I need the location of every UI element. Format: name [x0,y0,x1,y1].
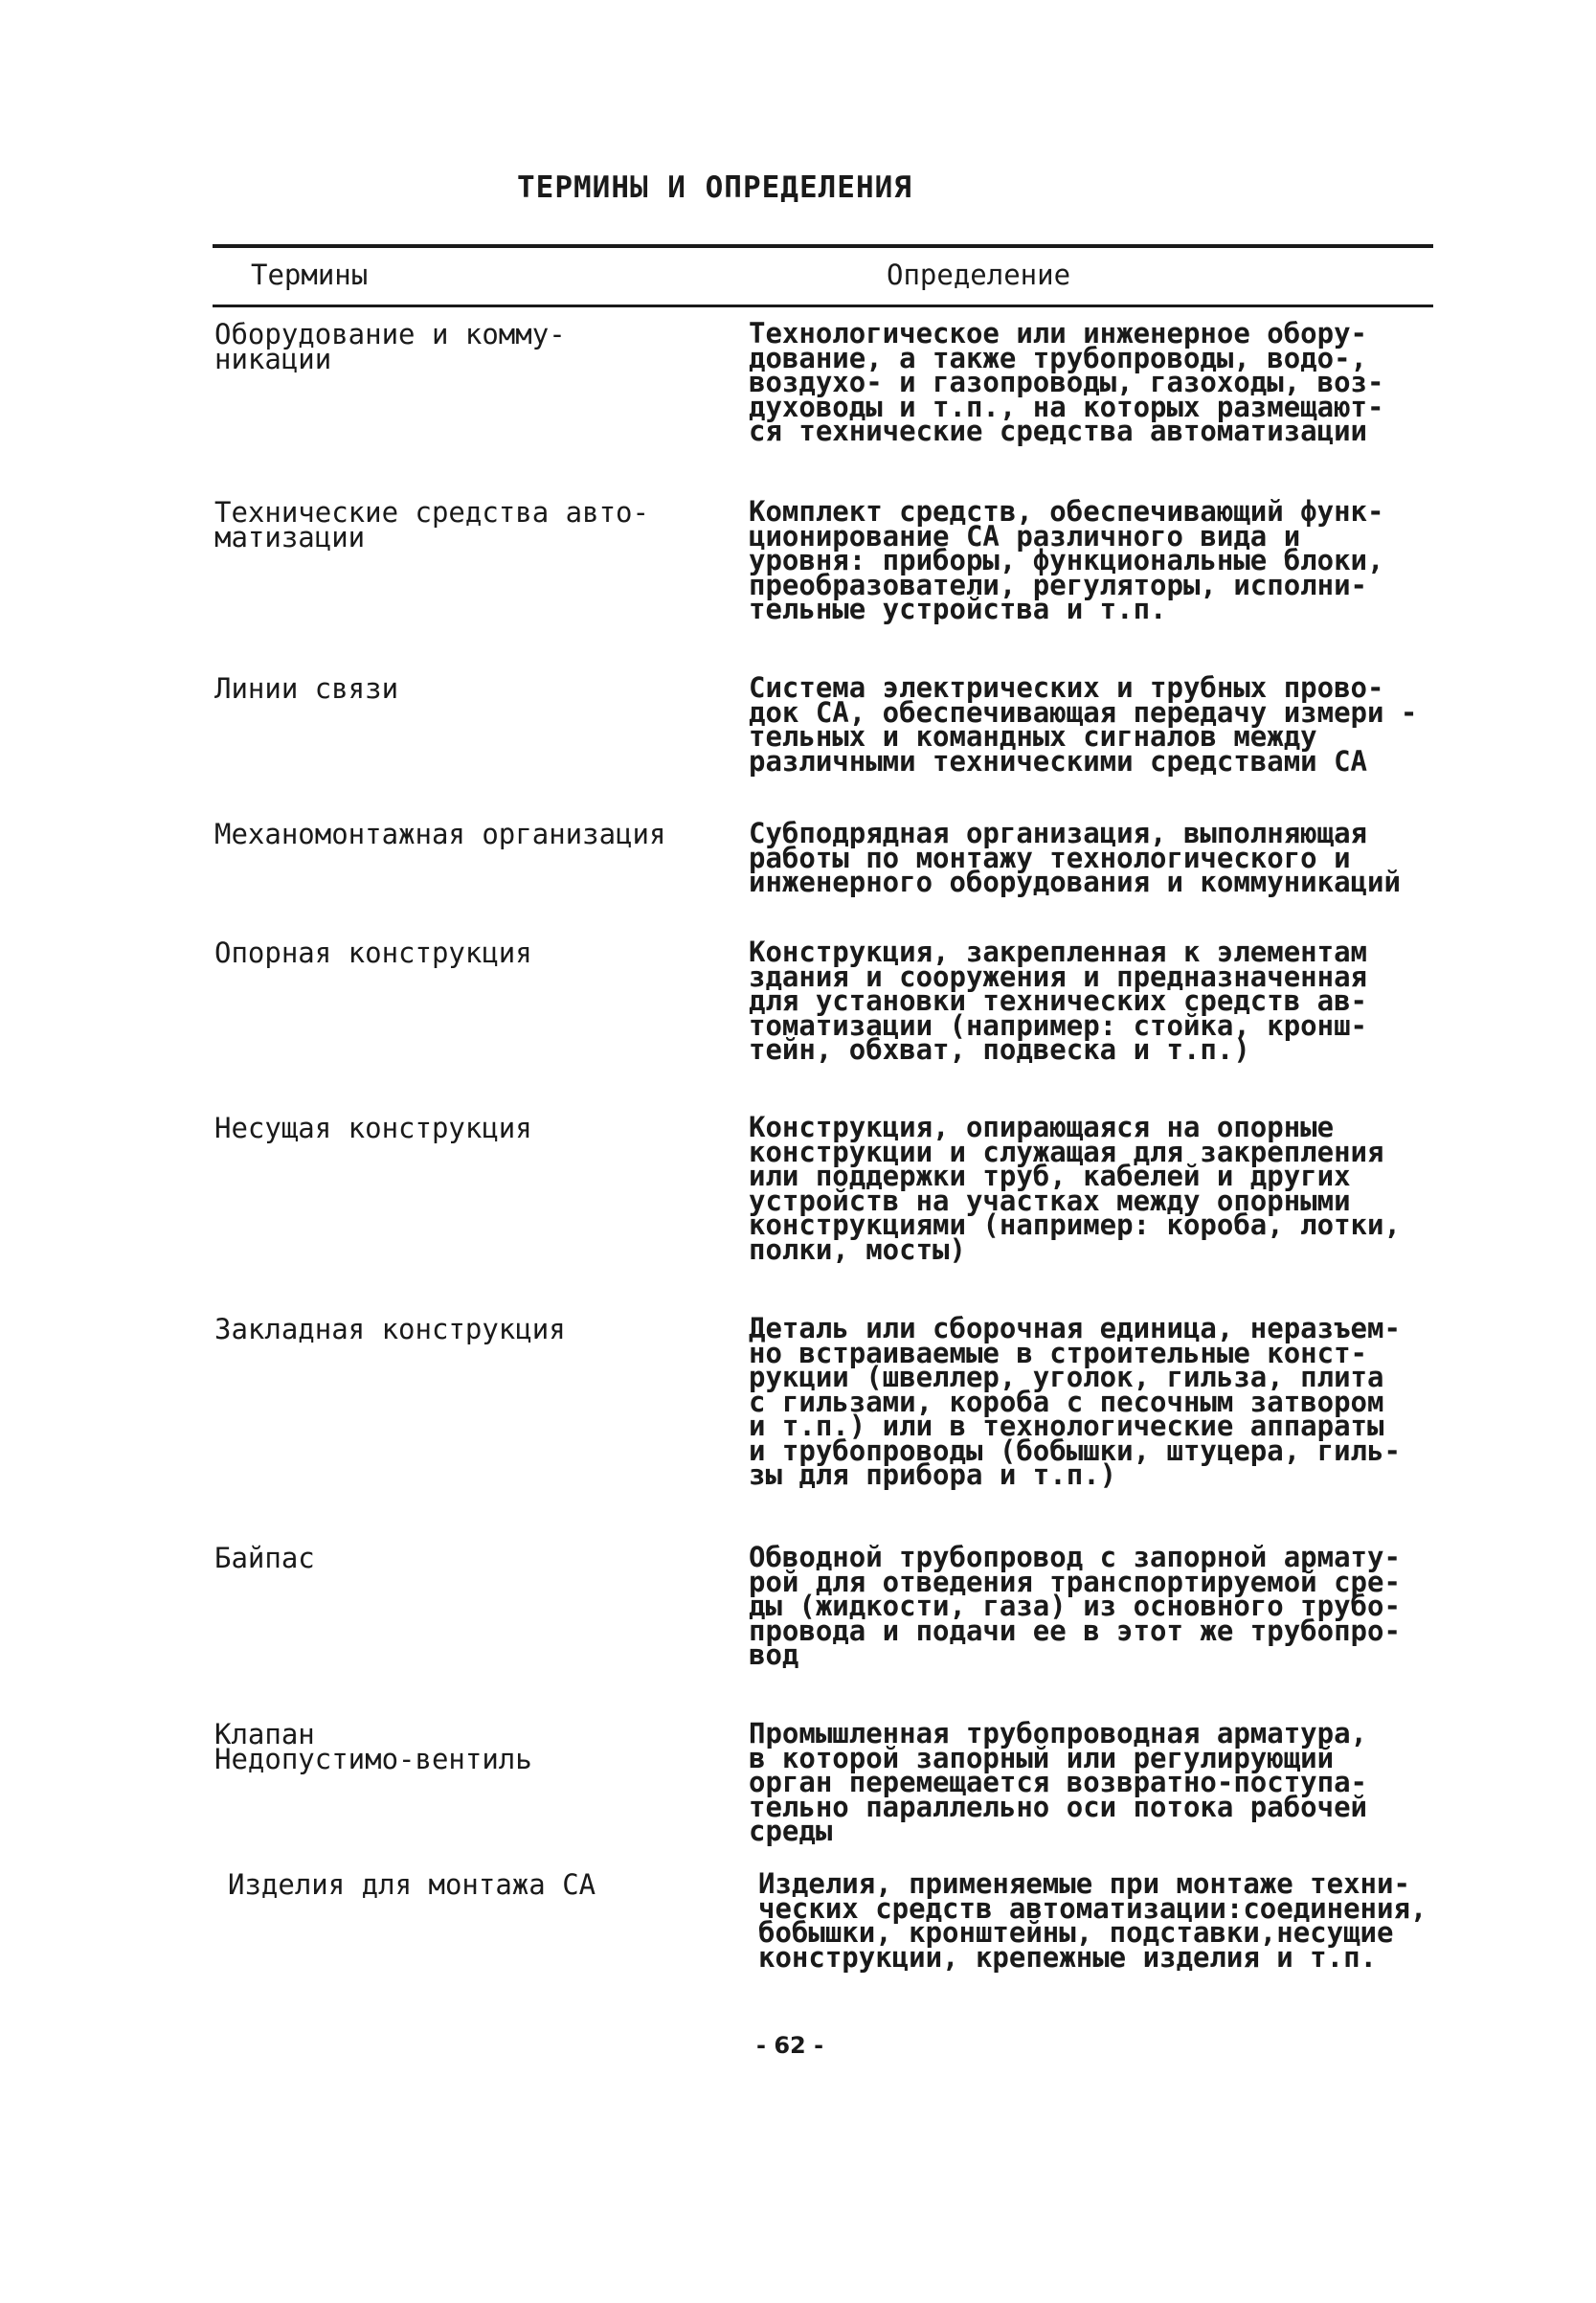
definition-cell: Комплект средств, обеспечивающий функ- ционирование СА различного вида и уровня: приборы, функциональные блоки, преобразователи, регуляторы, исполни- тельные устройства и т.п. [749,495,1384,625]
page-title: ТЕРМИНЫ И ОПРЕДЕЛЕНИЯ [517,170,912,205]
term-cell: Линии связи [214,672,399,705]
definition-cell: Система электрических и трубных прово- док СА, обеспечивающая передачу измери - тельных и командных сигналов между различными техническими средствами СА [749,671,1418,778]
term-cell: Клапан Недопустимо-вентиль [214,1718,532,1775]
definition-cell: Конструкция, закрепленная к элементам здания и сооружения и предназначенная для установки технических средств ав- томатизации (например: стойка, кронш- тейн, обхват, подвеска и т.п.) [749,936,1368,1066]
term-cell: Изделия для монтажа СА [228,1868,596,1901]
definition-cell: Промышленная трубопроводная арматура, в которой запорный или регулирующий орган перемещается возвратно-поступа- тельно параллельно оси потока рабочей среды [749,1717,1368,1847]
column-header-terms: Термины [251,259,369,291]
term-cell: Механомонтажная организация [214,818,666,850]
definition-cell: Конструкция, опирающаяся на опорные конструкции и служащая для закрепления или поддержки труб, кабелей и других устройств на участках между опорными конструкциями (например: короба, лотки, полки, мосты) [749,1111,1401,1266]
definition-cell: Изделия, применяемые при монтаже техни- ческих средств автоматизации:соединения, бобышки, кронштейны, подставки,несущие конструкции, крепежные изделия и т.п. [758,1867,1427,1974]
term-cell: Технические средства авто- матизации [214,496,649,553]
table-top-rule [213,244,1433,248]
term-cell: Оборудование и комму- никации [214,318,566,375]
term-cell: Опорная конструкция [214,937,532,969]
term-cell: Байпас [214,1542,315,1574]
definition-cell: Технологическое или инженерное обору- дование, а также трубопроводы, водо-, воздухо- и газопроводы, газоходы, воз- духоводы и т.п., на которых размещают- ся технические средства автоматизации [749,317,1384,447]
column-header-definition: Определение [887,259,1071,291]
term-cell: Несущая конструкция [214,1112,532,1144]
definition-cell: Субподрядная организация, выполняющая работы по монтажу технологического и инженерного оборудования и коммуникаций [749,817,1401,898]
definition-cell: Обводной трубопровод с запорной армату- рой для отведения транспортируемой сре- ды (жидкости, газа) из основного трубо- провода и подачи ее в этот же трубопро- вод [749,1541,1401,1671]
definition-cell: Деталь или сборочная единица, неразъем- но встраиваемые в строительные конст- рукции (швеллер, уголок, гильза, плита с гильзами, короба с песочным затвором и т.п.) или в технологические аппараты и трубопроводы (бобышки, штуцера, гиль- зы для прибора и т.п.) [749,1312,1401,1491]
table-header-rule [213,305,1433,307]
page-number: - 62 - [756,2032,824,2059]
term-cell: Закладная конструкция [214,1313,566,1345]
